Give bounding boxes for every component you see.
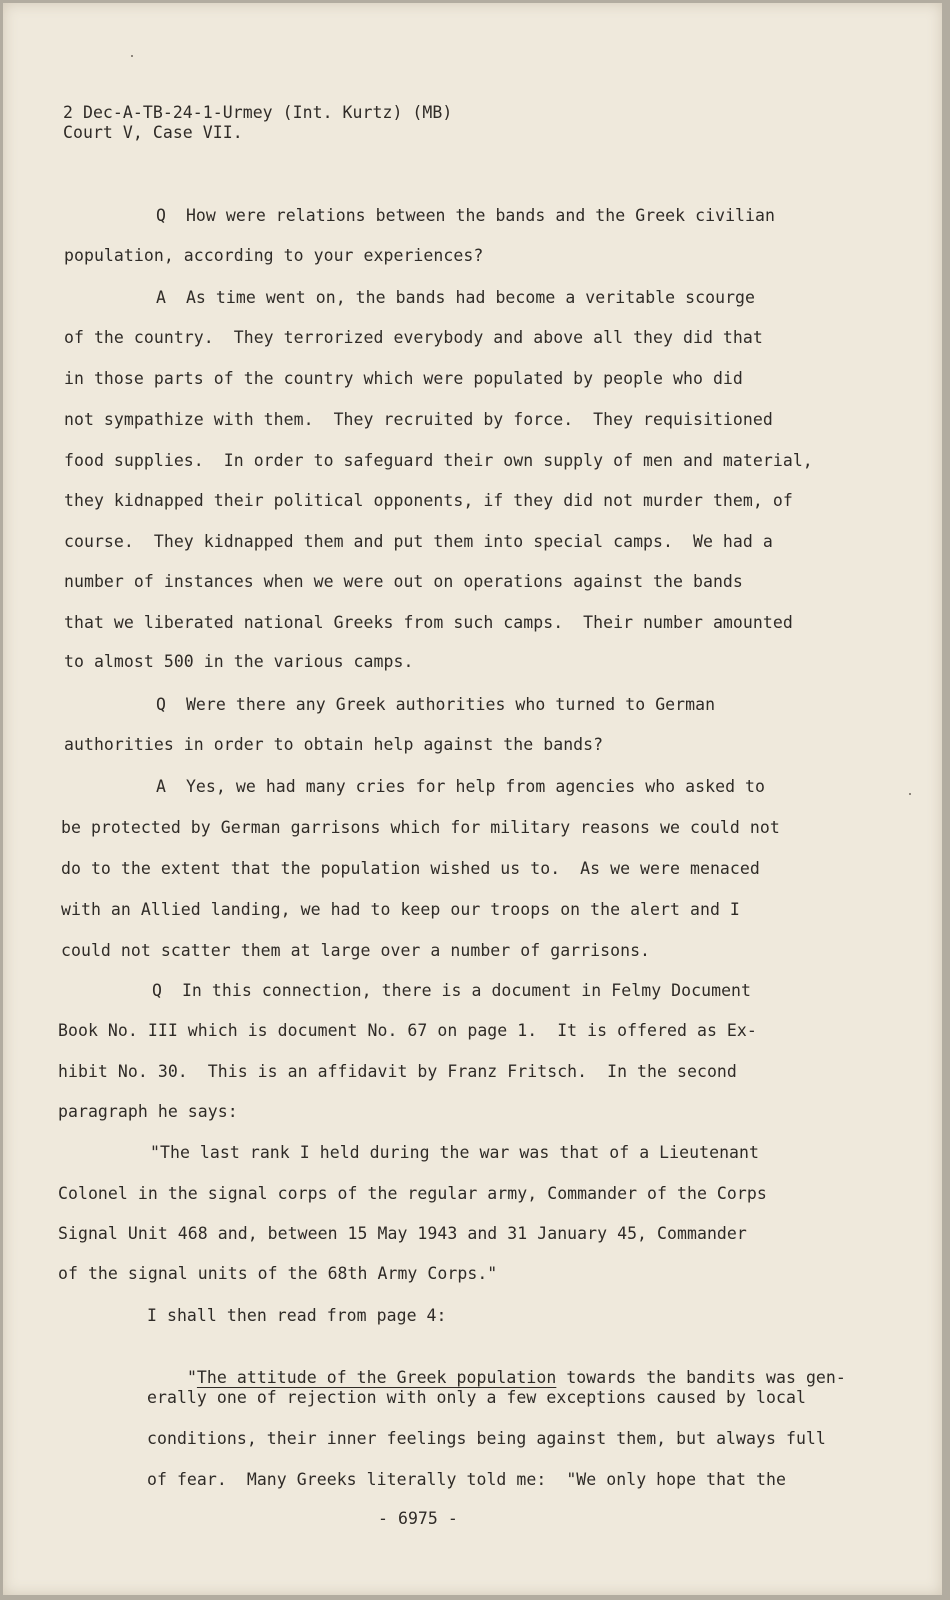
paper-speck — [131, 55, 133, 57]
body-line: Q How were relations between the bands and the Greek civilian — [156, 206, 775, 225]
body-line: course. They kidnapped them and put them into special camps. We had a — [64, 532, 773, 551]
body-line: "The last rank I held during the war was that of a Lieutenant — [150, 1143, 760, 1162]
body-line: hibit No. 30. This is an affidavit by Franz Fritsch. In the second — [58, 1062, 737, 1081]
body-line: be protected by German garrisons which for military reasons we could not — [61, 818, 780, 837]
body-line: to almost 500 in the various camps. — [64, 652, 414, 671]
body-line: paragraph he says: — [58, 1102, 238, 1121]
page-number: - 6975 - — [378, 1509, 458, 1528]
paper-speck — [909, 793, 911, 795]
body-line: of the country. They terrorized everybody and above all they did that — [64, 328, 763, 347]
body-line: with an Allied landing, we had to keep our troops on the alert and I — [61, 900, 740, 919]
body-line: I shall then read from page 4: — [147, 1306, 447, 1325]
body-line: food supplies. In order to safeguard their own supply of men and material, — [64, 451, 813, 470]
body-line: of fear. Many Greeks literally told me: "We only hope that the — [147, 1470, 786, 1489]
header-line-2: Court V, Case VII. — [63, 123, 243, 142]
body-line: A As time went on, the bands had become a veritable scourge — [156, 288, 756, 307]
body-line: towards the bandits was gen- — [566, 1368, 846, 1387]
body-line: do to the extent that the population wished us to. As we were menaced — [61, 859, 760, 878]
body-line: Book No. III which is document No. 67 on page 1. It is offered as Ex- — [58, 1021, 757, 1040]
body-line: conditions, their inner feelings being against them, but always full — [147, 1429, 826, 1448]
body-line: Colonel in the signal corps of the regular army, Commander of the Corps — [58, 1184, 767, 1203]
body-line: not sympathize with them. They recruited by force. They requisitioned — [64, 410, 773, 429]
body-line: of the signal units of the 68th Army Corps." — [58, 1264, 498, 1283]
body-line: A Yes, we had many cries for help from agencies who asked to — [156, 777, 766, 796]
body-line: in those parts of the country which were populated by people who did — [64, 369, 743, 388]
body-line: population, according to your experiences? — [64, 246, 484, 265]
opening-quote-mark: " — [186, 1368, 197, 1387]
header-line-1: 2 Dec-A-TB-24-1-Urmey (Int. Kurtz) (MB) — [63, 103, 453, 122]
body-line: Signal Unit 468 and, between 15 May 1943 and 31 January 45, Commander — [58, 1224, 747, 1243]
underlined-phrase: The attitude of the Greek population — [196, 1368, 557, 1387]
document-page — [3, 3, 942, 1595]
body-line: erally one of rejection with only a few exceptions caused by local — [147, 1388, 806, 1407]
body-line: Q Were there any Greek authorities who turned to German — [156, 695, 716, 714]
body-line: could not scatter them at large over a number of garrisons. — [61, 941, 651, 960]
body-line: they kidnapped their political opponents, if they did not murder them, of — [64, 491, 793, 510]
body-line: authorities in order to obtain help against the bands? — [64, 735, 604, 754]
body-line: Q In this connection, there is a document in Felmy Document — [152, 981, 752, 1000]
body-line: number of instances when we were out on operations against the bands — [64, 572, 743, 591]
body-line: that we liberated national Greeks from such camps. Their number amounted — [64, 613, 793, 632]
